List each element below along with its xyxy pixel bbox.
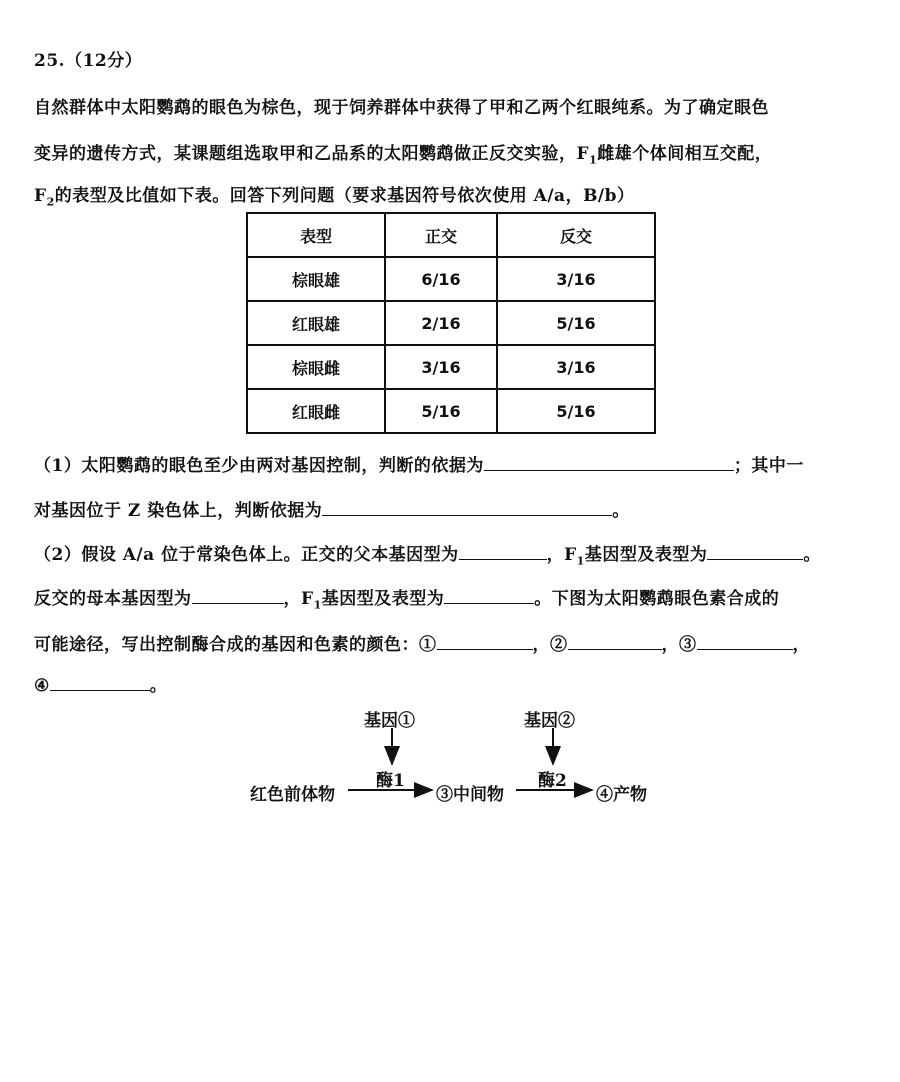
q2-line-2 <box>34 584 779 611</box>
q2-line-1 <box>34 540 821 567</box>
q2-text-a: （2）假设 A/a 位于常染色体上。正交的父本基因型为 <box>34 545 459 565</box>
q2-text-l: ， <box>792 635 810 655</box>
table-cell: 红眼雄 <box>247 301 385 345</box>
q2-sub-1: 1 <box>576 554 585 568</box>
table-header-cell: 正交 <box>385 213 497 257</box>
q2-text-e: 反交的母本基因型为 <box>34 589 192 609</box>
table-cell: 3/16 <box>497 257 655 301</box>
product-label: ④产物 <box>596 785 647 805</box>
q2-text-c: 基因型及表型为 <box>584 545 708 565</box>
q2-answer-blank-5[interactable] <box>437 633 533 650</box>
q1-answer-blank-1[interactable] <box>484 454 734 471</box>
q2-answer-blank-6[interactable] <box>568 633 662 650</box>
table-cell: 棕眼雌 <box>247 345 385 389</box>
q2-answer-blank-2[interactable] <box>707 543 803 560</box>
q2-text-k: ，③ <box>661 635 697 655</box>
table-cell: 3/16 <box>497 345 655 389</box>
table-cell: 5/16 <box>497 389 655 433</box>
table-row <box>247 301 655 345</box>
table-row <box>247 389 655 433</box>
q2-answer-blank-7[interactable] <box>697 633 793 650</box>
q2-text-g: 基因型及表型为 <box>321 589 445 609</box>
table-cell: 5/16 <box>385 389 497 433</box>
q2-text-b: ，F <box>546 545 577 565</box>
intermediate-label: ③中间物 <box>436 785 504 805</box>
intro-line-3-text-a: F <box>34 186 47 206</box>
q2-line-4 <box>34 671 167 696</box>
table-header-row <box>247 213 655 257</box>
intro-line-2-sub: 1 <box>589 153 598 167</box>
q2-line-3 <box>34 630 810 655</box>
table-cell: 2/16 <box>385 301 497 345</box>
table-cell: 3/16 <box>385 345 497 389</box>
enzyme1-label: 酶1 <box>376 771 405 791</box>
intro-line-3-text-b: 的表型及比值如下表。回答下列问题（要求基因符号依次使用 A/a，B/b） <box>54 186 635 206</box>
intro-line-3 <box>34 181 635 208</box>
table-header-cell: 反交 <box>497 213 655 257</box>
enzyme2-label: 酶2 <box>538 771 567 791</box>
gene2-label: 基因② <box>524 711 575 731</box>
q2-text-f: ，F <box>283 589 314 609</box>
table-cell: 6/16 <box>385 257 497 301</box>
table-cell: 红眼雌 <box>247 389 385 433</box>
q2-sub-2: 1 <box>313 598 322 612</box>
q2-answer-blank-4[interactable] <box>444 587 534 604</box>
table-row <box>247 257 655 301</box>
q2-text-m: ④ <box>34 676 50 696</box>
q1-text-a: （1）太阳鹦鹉的眼色至少由两对基因控制，判断的依据为 <box>34 456 484 476</box>
intro-line-2-text-b: 雌雄个体间相互交配， <box>597 144 773 164</box>
q2-answer-blank-3[interactable] <box>192 587 284 604</box>
phenotype-table <box>246 212 656 434</box>
question-header <box>34 46 142 71</box>
precursor-label: 红色前体物 <box>250 785 335 805</box>
q2-text-i: 可能途径，写出控制酶合成的基因和色素的颜色：① <box>34 635 437 655</box>
question-score: （12分） <box>65 51 143 71</box>
q1-text-b: ；其中一 <box>733 456 804 476</box>
q2-answer-blank-8[interactable] <box>50 674 150 691</box>
q1-answer-blank-2[interactable] <box>322 499 612 516</box>
gene1-label: 基因① <box>364 711 415 731</box>
q2-text-n: 。 <box>149 676 168 696</box>
table-cell: 棕眼雄 <box>247 257 385 301</box>
intro-line-1: 自然群体中太阳鹦鹉的眼色为棕色，现于饲养群体中获得了甲和乙两个红眼纯系。为了确定眼色 <box>34 98 769 118</box>
intro-line-2-text-a: 变异的遗传方式，某课题组选取甲和乙品系的太阳鹦鹉做正反交实验，F <box>34 144 590 164</box>
intro-line-3-sub: 2 <box>46 195 55 209</box>
q1-text-c: 对基因位于 Z 染色体上，判断依据为 <box>34 501 323 521</box>
q2-text-h: 。下图为太阳鹦鹉眼色素合成的 <box>534 589 780 609</box>
table-header-cell: 表型 <box>247 213 385 257</box>
table-cell: 5/16 <box>497 301 655 345</box>
q1-line-2 <box>34 496 630 521</box>
q1-text-d: 。 <box>612 501 630 521</box>
intro-line-2 <box>34 139 772 166</box>
pigment-pathway-diagram <box>240 700 680 820</box>
q2-text-j: ，② <box>532 635 568 655</box>
q2-text-d: 。 <box>803 545 821 565</box>
table-row <box>247 345 655 389</box>
q2-answer-blank-1[interactable] <box>459 543 547 560</box>
question-number: 25. <box>34 51 66 71</box>
q1-line-1 <box>34 451 804 476</box>
